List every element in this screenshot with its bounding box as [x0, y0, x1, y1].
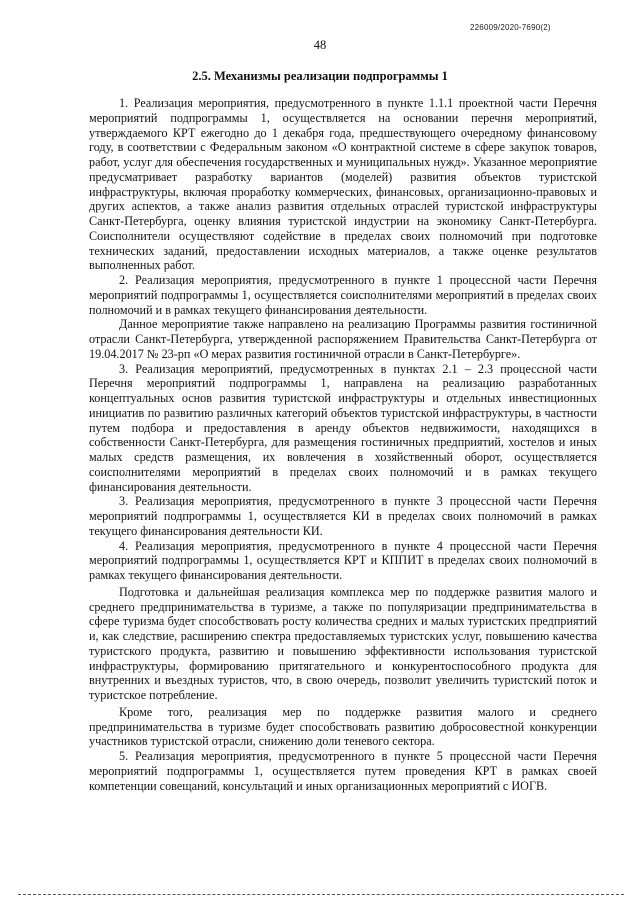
- paragraph: 5. Реализация мероприятия, предусмотренного в пункте 5 процессной части Перечня мероприятий подпрограммы 1, осуществляется путем проведения КРТ в рамках своей компетенции совещаний, консультаций и иных организационных мероприятий с ИОГВ.: [89, 749, 597, 793]
- document-id: 226009/2020-7690(2): [470, 23, 551, 32]
- page-number: 48: [313, 38, 327, 52]
- section-title: 2.5. Механизмы реализации подпрограммы 1: [192, 69, 448, 83]
- paragraph: 1. Реализация мероприятия, предусмотренного в пункте 1.1.1 проектной части Перечня мероприятий подпрограммы 1, осуществляется на основании перечня мероприятий, утверждаемого КРТ ежегодно до 1 декабря года, предшествующего очередному финансовому году, в соответствии с Федеральным законом «О контрактной системе в сфере закупок товаров, работ, услуг для обеспечения государственных и муниципальных нужд». Указанное мероприятие предусматривает разработку вариантов (моделей) развития объектов туристской инфраструктуры, включая проработку коммерческих, финансовых, организационно-правовых и других аспектов, а также анализ развития отдельных отраслей туристской инфраструктуры Санкт-Петербурга, оценку влияния туристской индустрии на экономику Санкт-Петербурга. Соисполнители осуществляют содействие в пределах своих полномочий при подготовке технических заданий, предоставлении исходных материалов, а также оценке результатов выполненных работ.: [89, 96, 597, 273]
- paragraph: Кроме того, реализация мер по поддержке развития малого и среднего предпринимательства в туризме будет способствовать развитию добросовестной конкуренции участников туристской отрасли, снижению доли теневого сектора.: [89, 704, 597, 749]
- paragraph: Подготовка и дальнейшая реализация комплекса мер по поддержке развития малого и среднего предпринимательства в туризме, а также по популяризации предпринимательства в сфере туризма будет способствовать росту количества средних и малых туристских предприятий и, как следствие, расширению спектра предоставляемых туристских услуг, повышению качества туристского продукта, развитию и повышению эффективности использования туристской инфраструктуры, формированию притягательного и конкурентоспособного продукта для внутренних и въездных туристов, что, в свою очередь, позволит увеличить туристский поток и туристское потребление.: [89, 584, 597, 702]
- paragraph: 3. Реализация мероприятий, предусмотренных в пунктах 2.1 – 2.3 процессной части Перечня мероприятий подпрограммы 1, направлена на реализацию разработанных концептуальных основ развития туристской инфраструктуры и отдельных инвестиционных инициатив по развитию различных категорий объектов туристской инфраструктуры, в частности путем подбора и предоставления в аренду объектов недвижимости, находящихся в собственности Санкт-Петербурга, для размещения гостиничных предприятий, хостелов и иных малых средств размещения, их вовлечения в хозяйственный оборот, осуществляется соисполнителями мероприятий в пределах своих полномочий и в рамках текущего финансирования деятельности.: [89, 361, 597, 494]
- document-body: [89, 96, 597, 793]
- paragraph: 3. Реализация мероприятия, предусмотренного в пункте 3 процессной части Перечня мероприятий подпрограммы 1, осуществляется КИ в пределах своих полномочий в рамках текущего финансирования деятельности КИ.: [89, 494, 597, 538]
- paragraph: 4. Реализация мероприятия, предусмотренного в пункте 4 процессной части Перечня мероприятий подпрограммы 1, осуществляется КРТ и КППИТ в пределах своих полномочий в рамках текущего финансирования деятельности.: [89, 538, 597, 582]
- footer-divider: [18, 894, 624, 895]
- paragraph: 2. Реализация мероприятия, предусмотренного в пункте 1 процессной части Перечня мероприятий подпрограммы 1, осуществляется соисполнителями мероприятий в пределах своих полномочий и в рамках текущего финансирования деятельности.: [89, 273, 597, 317]
- paragraph: Данное мероприятие также направлено на реализацию Программы развития гостиничной отрасли Санкт-Петербурга, утвержденной распоряжением Правительства Санкт-Петербурга от 19.04.2017 № 23-рп «О мерах развития гостиничной отрасли в Санкт-Петербурге».: [89, 317, 597, 361]
